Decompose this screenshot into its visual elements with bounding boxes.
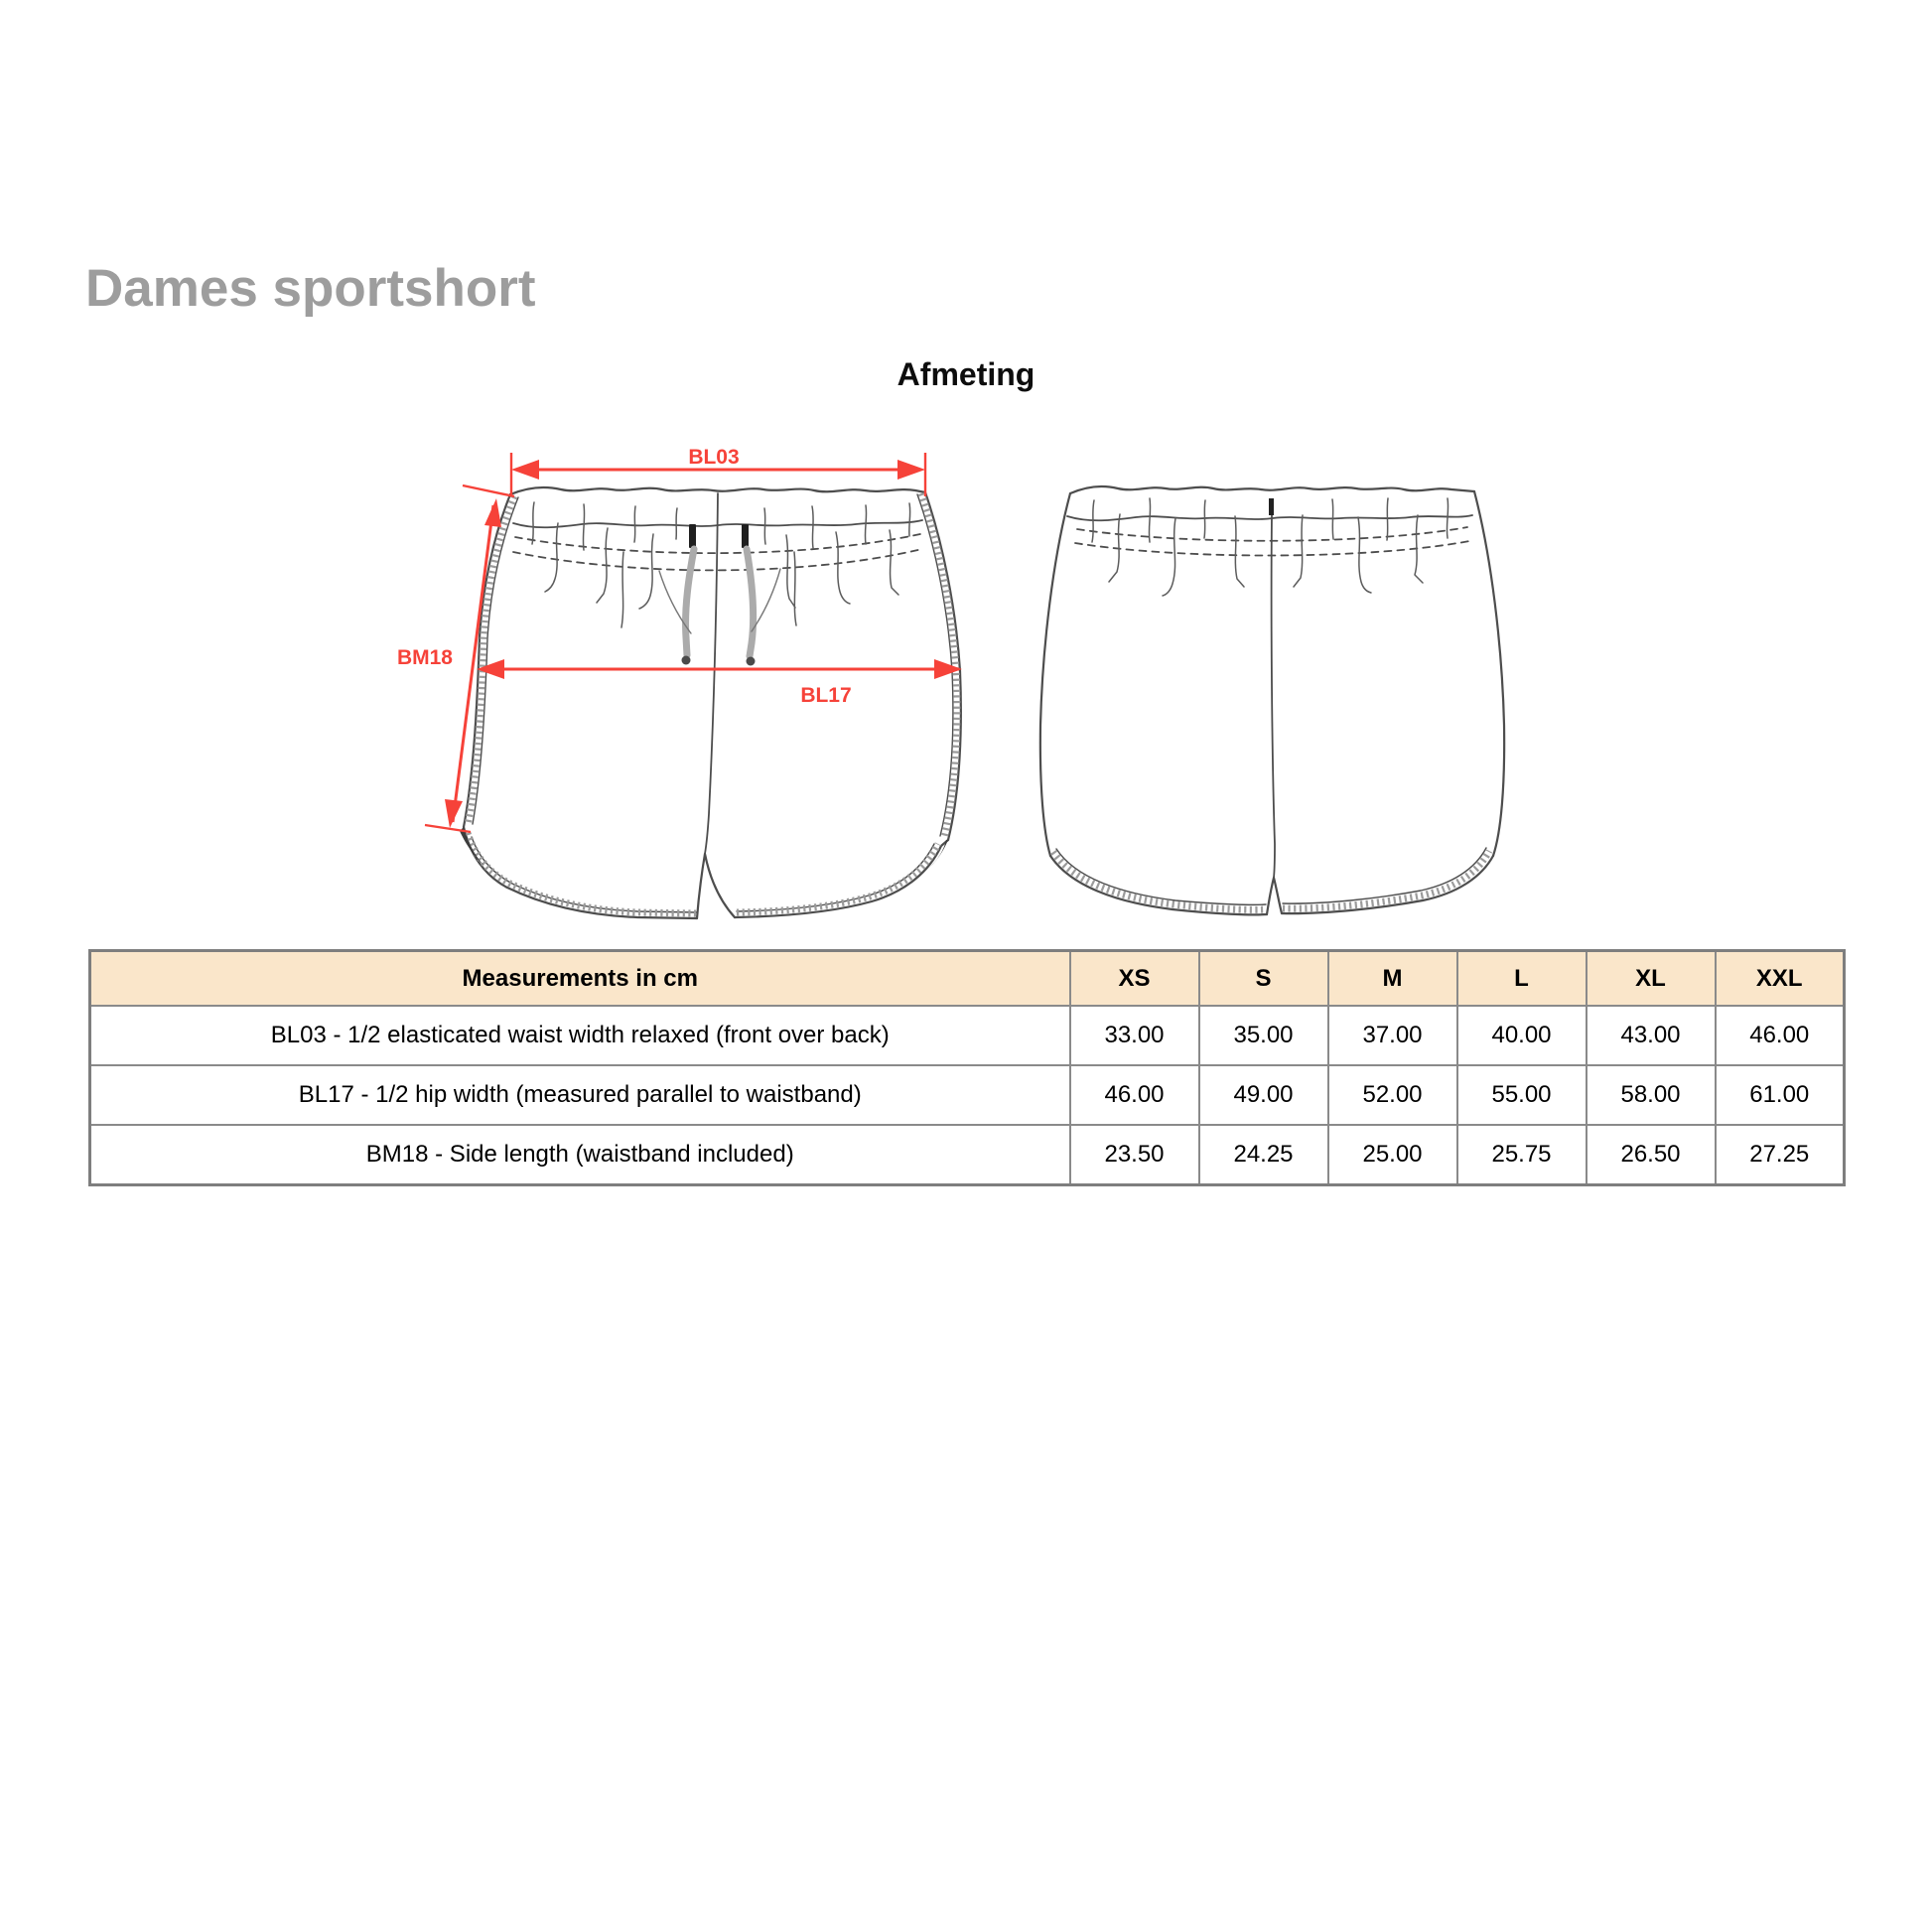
measurement-value-cell: 37.00	[1328, 1006, 1457, 1065]
measurement-value-cell: 55.00	[1457, 1065, 1587, 1125]
back-left-seam	[1040, 493, 1070, 856]
measurement-value-cell: 25.75	[1457, 1125, 1587, 1185]
bm18-arrowhead-top	[484, 498, 501, 527]
measurement-value-cell: 61.00	[1716, 1065, 1845, 1125]
front-hem-notch	[697, 854, 735, 918]
back-right-seam	[1474, 491, 1504, 856]
drawstring-eyelet-right	[742, 524, 749, 548]
bl03-arrowhead-right	[897, 460, 925, 480]
front-hem-right	[735, 840, 948, 917]
drawstring-tip-right	[747, 657, 756, 666]
dimension-bl03	[511, 446, 925, 496]
bm18-arrow-line	[453, 505, 493, 822]
table-row	[90, 1065, 1845, 1125]
measurement-label-cell: BM18 - Side length (waistband included)	[90, 1125, 1070, 1185]
measurement-value-cell: 25.00	[1328, 1125, 1457, 1185]
dimension-bl17	[477, 659, 962, 707]
measurement-value-cell: 35.00	[1199, 1006, 1328, 1065]
column-header-xl: XL	[1587, 951, 1716, 1007]
measurement-label-cell: BL03 - 1/2 elasticated waist width relaxed (front over back)	[90, 1006, 1070, 1065]
shorts-back-view	[1040, 486, 1504, 914]
bl03-arrowhead-left	[511, 460, 539, 480]
table-row	[90, 1006, 1845, 1065]
back-center-seam	[1272, 514, 1275, 878]
back-hem-inner-right	[1283, 848, 1486, 903]
measurement-value-cell: 43.00	[1587, 1006, 1716, 1065]
drawstring	[659, 524, 780, 666]
dimension-label-bl17: BL17	[800, 684, 852, 707]
section-heading: Afmeting	[897, 356, 1035, 392]
measurement-value-cell: 52.00	[1328, 1065, 1457, 1125]
back-waistband-top-edge	[1070, 486, 1474, 493]
shorts-front-view	[460, 487, 961, 918]
column-header-l: L	[1457, 951, 1587, 1007]
measurement-value-cell: 40.00	[1457, 1006, 1587, 1065]
measurement-value-cell: 49.00	[1199, 1065, 1328, 1125]
measurement-value-cell: 33.00	[1070, 1006, 1199, 1065]
page-title: Dames sportshort	[85, 259, 536, 318]
table-header-row	[90, 951, 1845, 1007]
measurement-label-cell: BL17 - 1/2 hip width (measured parallel to waistband)	[90, 1065, 1070, 1125]
front-center-seam	[705, 493, 718, 854]
back-hem-inner	[1056, 849, 1266, 904]
dimension-label-bm18: BM18	[396, 646, 453, 669]
column-header-measurements: Measurements in cm	[90, 951, 1070, 1007]
measurements-table	[88, 949, 1846, 1186]
drawstring-pull-wrinkles	[659, 569, 780, 633]
measurement-value-cell: 46.00	[1070, 1065, 1199, 1125]
measurement-value-cell: 27.25	[1716, 1125, 1845, 1185]
measurement-value-cell: 26.50	[1587, 1125, 1716, 1185]
back-hem-right	[1282, 856, 1493, 913]
front-gather-wrinkles	[532, 502, 910, 627]
drawstring-cord-left	[686, 549, 694, 655]
column-header-m: M	[1328, 951, 1457, 1007]
drawstring-tip-left	[682, 656, 691, 665]
measurement-value-cell: 46.00	[1716, 1006, 1845, 1065]
drawstring-eyelet-left	[689, 524, 696, 548]
back-center-loop	[1269, 498, 1274, 515]
column-header-xxl: XXL	[1716, 951, 1845, 1007]
measurement-value-cell: 24.25	[1199, 1125, 1328, 1185]
drawstring-cord-right	[747, 549, 754, 656]
back-hem-notch	[1267, 878, 1282, 914]
measurement-value-cell: 58.00	[1587, 1065, 1716, 1125]
measurement-value-cell: 23.50	[1070, 1125, 1199, 1185]
front-left-vent-shadow	[460, 827, 484, 866]
dimension-label-bl03: BL03	[688, 446, 740, 469]
front-hem-inner	[472, 837, 696, 912]
column-header-s: S	[1199, 951, 1328, 1007]
bm18-arrowhead-bottom	[445, 799, 463, 828]
back-waistband-lower-edge	[1067, 515, 1472, 520]
column-header-xs: XS	[1070, 951, 1199, 1007]
table-row	[90, 1125, 1845, 1185]
